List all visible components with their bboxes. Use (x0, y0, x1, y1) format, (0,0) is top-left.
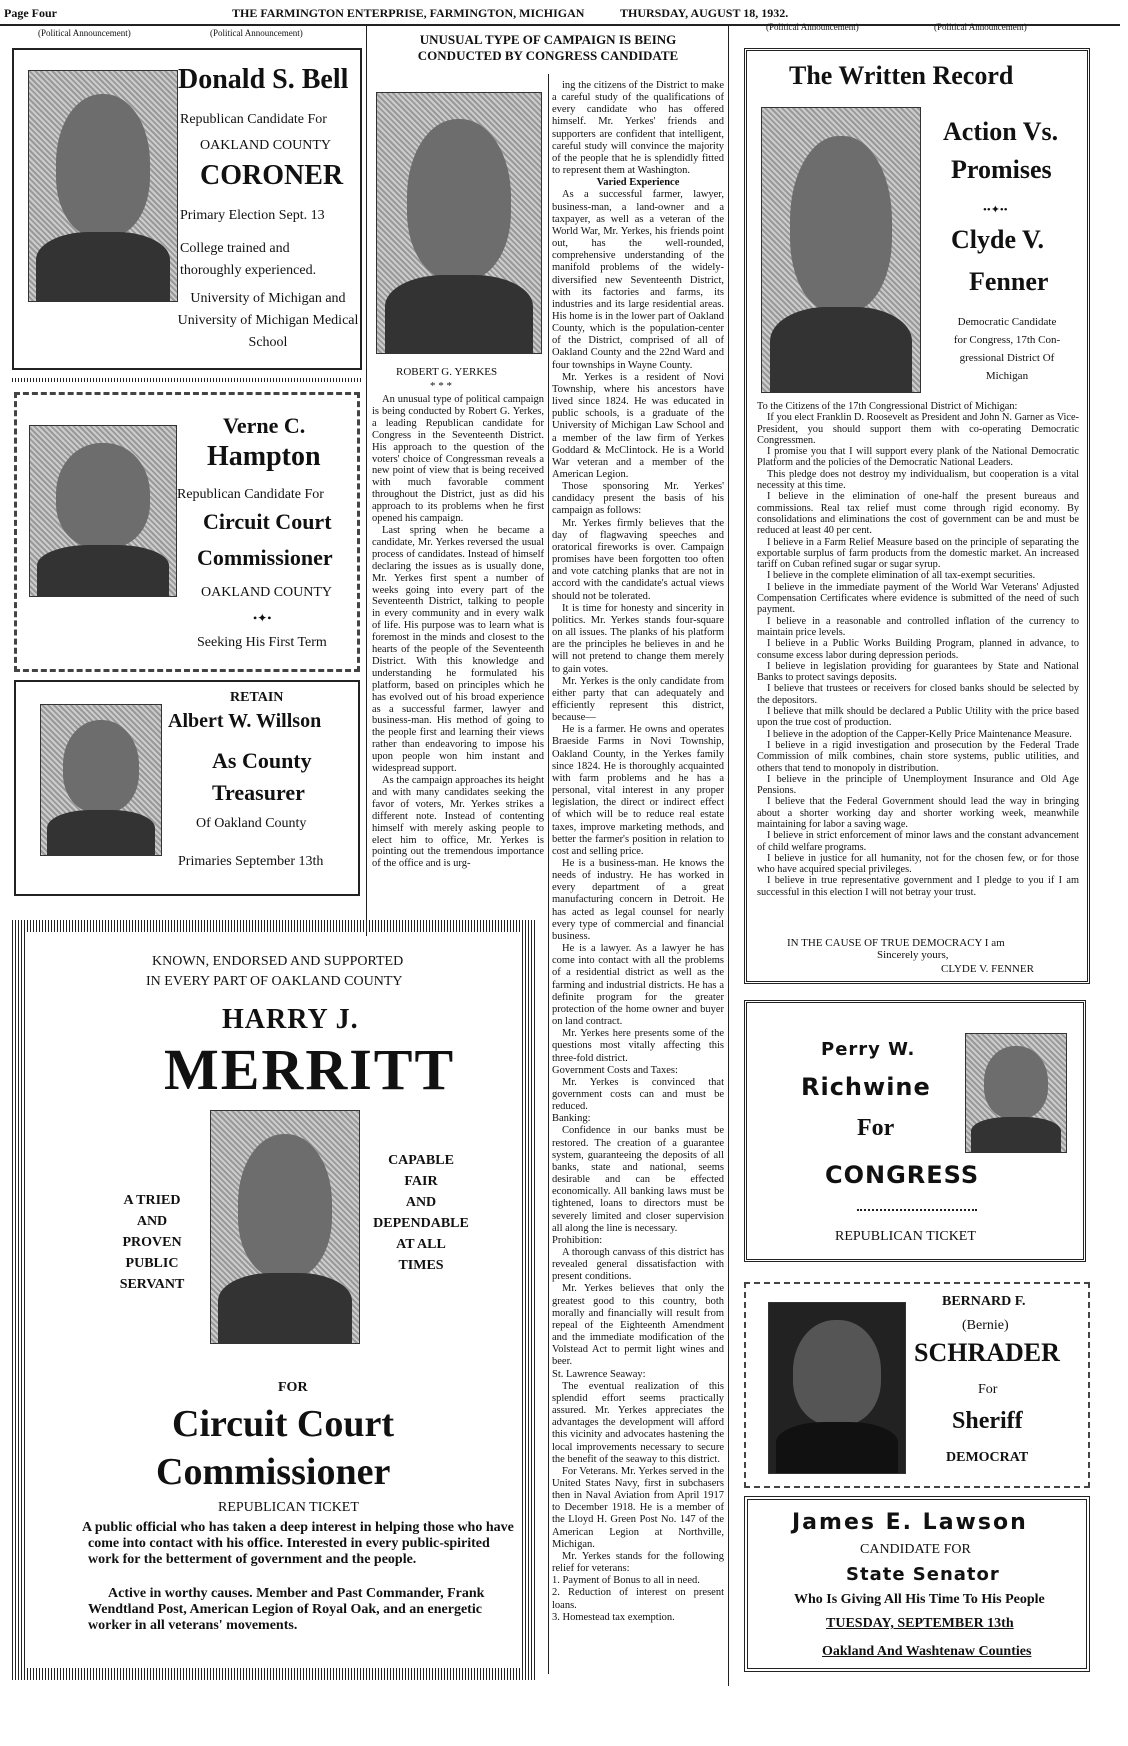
paragraph: I believe in justice for all humanity, not for the chosen few, or for those who have acquired special privileges. (757, 852, 1079, 876)
paragraph: Mr. Yerkes is convinced that government costs can and must be reduced. (552, 1076, 724, 1113)
schrader-party: DEMOCRAT (946, 1450, 1029, 1465)
slogan-line: AND (136, 1214, 168, 1229)
richwine-for: For (857, 1115, 895, 1141)
richwine-first: Perry W. (821, 1039, 916, 1060)
schrader-office: Sheriff (952, 1408, 1023, 1434)
willson-retain: RETAIN (230, 690, 284, 705)
border-strip (12, 378, 362, 382)
bell-office: CORONER (200, 160, 344, 191)
bell-ad (12, 48, 362, 370)
hampton-line1: Republican Candidate For (177, 487, 324, 502)
merritt-right-list (366, 1150, 476, 1276)
merritt-last: MERRITT (164, 1037, 456, 1102)
yerkes-headline (370, 32, 726, 64)
list-item: 2. Reduction of interest on present loans. (552, 1587, 724, 1611)
merritt-left-list (102, 1190, 202, 1295)
subhead: Prohibition: (552, 1234, 603, 1246)
paragraph: Last spring when he became a candidate, Mr. Yerkes reversed the usual process of candidates. Instead of himself declaring the issues as is usually done, Mr. Yerkes first spent a number of weeks going into every part of the Seventeenth District, talking to people in every community and in every walk of life. His purpose was to learn what is foremost in the minds and closest to the hearts of the people of the Seventeenth District. With this knowledge and understanding he formulated his platform, based on principles which he has evolved out of his broad experience as a successful farmer, lawyer and business-man. His method of going to the people first and learning their views rather than endeavoring to impose his upon people won him instant and widespread support. (372, 524, 544, 775)
subhead: Banking: (552, 1113, 591, 1125)
desc-line: for Congress, 17th Con- (953, 334, 1061, 346)
fenner-first: Clyde V. (951, 225, 1044, 254)
paragraph: I believe that milk should be declared a Public Utility with the price based upon the true cost of production. (757, 706, 1079, 729)
political-label: (Political Announcement) (38, 28, 131, 38)
lawson-counties: Oakland And Washtenaw Counties (822, 1644, 1032, 1659)
paragraph: Mr. Yerkes firmly believes that the day of flagwaving speeches and oratorical fireworks is over. Campaign promises have been forgotten too often and vote catching planks that are not in accord with the candidate's actual views should not be tolerated. (552, 517, 724, 602)
willson-photo (40, 704, 162, 856)
bell-primary: Primary Election Sept. 13 (180, 208, 325, 223)
willson-office1: As County (212, 748, 312, 773)
column-rule (548, 74, 549, 1674)
slogan-line: AT ALL (396, 1237, 446, 1252)
ornament: •✦• (253, 611, 272, 625)
merritt-p2: Active in worthy causes. Member and Past Commander, Frank Wendtland Post, American Legion of Royal Oak, and an energetic worker in all veterans' movements. (88, 1586, 485, 1633)
paragraph: An unusual type of political campaign is being conducted by Robert G. Yerkes, a leading Republican candidate for Congress in the Seventeenth District. His approach to the question of the voters' choice of Congressman reveals a new point of view that is being received with much favorable comment throughout the District, just as did his approach to its problems when he first opened his campaign. (372, 394, 544, 525)
paragraph: He is a business-man. He knows the needs of industry. He has worked in every department of a great manufacturing concern in Detroit. He has acted as legal counsel for nearly every type of commercial and financial business. (552, 858, 724, 942)
fenner-ad (744, 48, 1090, 984)
political-label: (Political Announcement) (934, 22, 1027, 32)
paragraph: I believe in the adoption of the Capper-Kelly Price Maintenance Measure. (767, 728, 1072, 740)
issue-date: THURSDAY, AUGUST 18, 1932. (620, 6, 789, 20)
list-item: 1. Payment of Bonus to all in need. (552, 1575, 700, 1587)
hampton-first: Verne C. (223, 413, 306, 438)
merritt-top1: KNOWN, ENDORSED AND SUPPORTED (152, 954, 404, 969)
paper-name: THE FARMINGTON ENTERPRISE, FARMINGTON, MICHIGAN (232, 6, 585, 20)
paragraph: For Veterans. Mr. Yerkes served in the United States Navy, first in subchasers then in Naval Aviation from April 1917 to December 1918. He is a member of the Lloyd H. Green Post No. 147 of the American Legion at Northville, Michigan. (552, 1465, 724, 1550)
merritt-ad (26, 932, 522, 1668)
lawson-date: TUESDAY, SEPTEMBER 13th (826, 1616, 1014, 1631)
desc-line: gressional District Of (959, 352, 1055, 364)
paragraph: I believe in legislation providing for guarantees by State and National Banks to protect savings deposits. (757, 660, 1079, 684)
slogan-line: PROVEN (122, 1235, 182, 1250)
paragraph: I believe that the Federal Government should lead the way in bringing about a shorter working day and shorter working week, meanwhile maintaining for labor a saving wage. (757, 796, 1079, 830)
fenner-h2: Promises (951, 155, 1052, 184)
paragraph: I believe in a Public Works Building Program, planned in advance, to consume excess labor during depression periods. (757, 638, 1079, 661)
willson-county: Of Oakland County (196, 816, 307, 831)
desc-line: Democratic Candidate (957, 316, 1057, 328)
fenner-desc (923, 313, 1091, 385)
richwine-divider (857, 1209, 977, 1211)
fenner-last: Fenner (969, 267, 1049, 296)
paragraph: To the Citizens of the 17th Congressional District of Michigan: (757, 401, 1018, 412)
paragraph: I believe in a Farm Relief Measure based on the principle of separating the exportable surplus of farm products from the domestic market. An increased tariff on Cuban refined sugar or sugar syrup. (757, 536, 1079, 571)
paragraph: I believe in the complete elimination of all tax-exempt securities. (767, 570, 1036, 582)
paragraph: It is time for honesty and sincerity in politics. Mr. Yerkes stands four-square on all issues. The planks of his platform are the principles he believes in and he will not pretend to change them merely to gain votes. (552, 602, 724, 675)
richwine-ticket: REPUBLICAN TICKET (835, 1229, 976, 1244)
merritt-for: FOR (278, 1380, 308, 1395)
column-rule (728, 26, 729, 1686)
slogan-line: CAPABLE (388, 1153, 454, 1168)
willson-ad (14, 680, 360, 896)
paragraph: If you elect Franklin D. Roosevelt as President and John N. Garner as Vice-President, you should support them with co-operating Democratic Congressmen. (757, 412, 1079, 446)
richwine-office: CONGRESS (825, 1161, 980, 1189)
paragraph: As a successful farmer, lawyer, business-man, a land-owner and a taxpayer, as well as a veteran of the World War, Mr. Yerkes, his friends point out, has the well-rounded, comprehensive understanding of the manifold problems of the widely-diversified new Seventeenth District, with its factories and farms, its industries and its large residential areas. His home is in the lower part of Oakland County, which is the population-center of the District, comprised of all of Oakland County and the 22nd Ward and four townships in Wayne County. (552, 189, 724, 371)
slogan-line: FAIR (404, 1174, 438, 1189)
paragraph: I believe in a rigid investigation and prosecution by the Federal Trade Commission of milk combines, chain store systems, public utilities, and others that tend to monopoly in distribution. (757, 739, 1079, 774)
paragraph: A thorough canvass of this district has revealed general dissatisfaction with present conditions. (552, 1247, 724, 1283)
hampton-photo (29, 425, 177, 597)
paragraph: I believe that trustees or receivers for closed banks should be selected by the depositors. (757, 683, 1079, 706)
paragraph: Mr. Yerkes is a resident of Novi Township, where his ancestors have lived since 1824. He was educated in public schools, is a graduate of the University of Michigan Law School and a member of the law firm of Yerkes Goddard & McClintock. He is a World War veteran and a member of the American Legion. (552, 371, 724, 480)
paragraph: ing the citizens of the District to make a careful study of the qualifications of every candidate who has offered himself. Mr. Yerkes' friends and supporters are confident that intelligent, careful study will convince the majority of the people that he is splendidly fitted to represent them at Washington. (552, 80, 724, 177)
lawson-name: James E. Lawson (792, 1510, 1028, 1535)
merritt-ticket: REPUBLICAN TICKET (218, 1500, 359, 1515)
headline-line2: CONDUCTED BY CONGRESS CANDIDATE (417, 48, 679, 63)
fenner-closing: IN THE CAUSE OF TRUE DEMOCRACY I am (787, 937, 1005, 949)
fenner-sincerely: Sincerely yours, (877, 949, 949, 961)
richwine-last: Richwine (801, 1073, 931, 1101)
fenner-h1: Action Vs. (943, 117, 1059, 146)
subhead: Varied Experience (596, 177, 680, 189)
political-label: (Political Announcement) (210, 28, 303, 38)
ornament: ••✦•• (983, 204, 1008, 216)
bell-photo (28, 70, 178, 302)
slogan-line: PUBLIC (125, 1256, 179, 1271)
border-strip (522, 920, 536, 1680)
willson-office2: Treasurer (212, 780, 305, 805)
paragraph: He is a lawyer. As a lawyer he has come into contact with all the problems of a residential district as well as the farming and industrial districts. He has a definite program for the greater protection of the home owner and buyer on land contract. (552, 943, 724, 1028)
paragraph: I believe in a reasonable and controlled inflation of the currency to maintain price levels. (757, 615, 1079, 638)
paragraph: Mr. Yerkes believes that only the greatest good to this country, both morally and financially will result from repeal of the Eighteenth Amendment and the immediate modification of the Volstead Act to permit light wines and beer. (552, 1283, 724, 1368)
hampton-last: Hampton (207, 441, 321, 472)
yerkes-col1 (372, 394, 544, 930)
fenner-photo (761, 107, 921, 393)
lawson-tag: Who Is Giving All His Time To His People (794, 1592, 1045, 1607)
slogan-line: TIMES (398, 1258, 444, 1273)
slogan-line: SERVANT (119, 1277, 185, 1292)
schrader-ad (744, 1282, 1090, 1488)
paragraph: I believe in strict enforcement of minor laws and the constant advancement of child welfare programs. (757, 830, 1079, 853)
bell-univ: University of Michigan and University of Michigan Medical School (177, 291, 359, 350)
willson-primary: Primaries September 13th (178, 854, 324, 869)
hampton-term: Seeking His First Term (197, 635, 327, 650)
fenner-title: The Written Record (789, 61, 1014, 90)
paragraph: I believe in true representative government and I pledge to you if I am successful in this election I will not betray your trust. (757, 875, 1079, 898)
schrader-photo (768, 1302, 906, 1474)
paragraph: The eventual realization of this splendid effort seems practically assured. Mr. Yerkes appreciates the advantages the development will afford this vicinity and advocates hastening the local improvements necessary to secure the benefit of the seaway to this district. (552, 1380, 724, 1465)
yerkes-caption: ROBERT G. YERKES (396, 366, 498, 378)
subhead: St. Lawrence Seaway: (552, 1368, 646, 1380)
paragraph: Mr. Yerkes is the only candidate from either party that can adequately and efficiently represent this district, because— (552, 675, 724, 724)
willson-name: Albert W. Willson (168, 710, 322, 732)
lawson-office: State Senator (846, 1564, 1000, 1585)
richwine-photo (965, 1033, 1067, 1153)
paragraph: Those sponsoring Mr. Yerkes' candidacy present the basis of his campaign as follows: (552, 481, 724, 517)
paragraph: Mr. Yerkes here presents some of the questions most vitally affecting this three-fold district. (552, 1028, 724, 1064)
merritt-office1: Circuit Court (172, 1403, 394, 1445)
yerkes-stars: * * * (430, 380, 452, 392)
merritt-top2: IN EVERY PART OF OAKLAND COUNTY (146, 974, 403, 989)
lawson-ad (744, 1496, 1090, 1672)
yerkes-photo (376, 92, 542, 354)
slogan-line: DEPENDABLE (373, 1216, 469, 1231)
bell-county: OAKLAND COUNTY (200, 138, 332, 153)
paragraph: I promise you that I will support every plank of the National Democratic Platform and the policies of the Democratic National Leaders. (757, 446, 1079, 469)
schrader-for: For (978, 1382, 998, 1397)
desc-line: Michigan (985, 370, 1029, 382)
merritt-office2: Commissioner (156, 1451, 391, 1493)
schrader-first: BERNARD F. (942, 1294, 1026, 1309)
fenner-signature: CLYDE V. FENNER (941, 963, 1034, 975)
paragraph: I believe in the principle of Unemployment Insurance and Old Age Pensions. (757, 773, 1079, 797)
paragraph: This pledge does not destroy my individualism, but cooperation is a vital necessity at this time. (757, 468, 1079, 492)
schrader-nick: (Bernie) (962, 1318, 1009, 1333)
richwine-ad (744, 1000, 1086, 1262)
merritt-photo (210, 1110, 360, 1344)
merritt-p1: A public official who has taken a deep interest in helping those who have come into contact with his office. Interested in every public-spirited work for the betterment of government and the people. (82, 1520, 514, 1567)
border-strip (12, 1668, 536, 1680)
slogan-line: A TRIED (123, 1193, 181, 1208)
border-strip (12, 920, 536, 932)
page-number: Page Four (4, 6, 57, 20)
paragraph: I believe in the immediate payment of the World War Veterans' Adjusted Compensation Certificates where evidence is submitted of the need of such payment. (757, 581, 1079, 616)
fenner-text (757, 401, 1079, 921)
lawson-line1: CANDIDATE FOR (860, 1542, 971, 1557)
list-item: 3. Homestead tax exemption. (552, 1611, 675, 1623)
paragraph: I believe in the elimination of one-half the present bureaus and commissions. Real tax relief must come through rigid economy. By consolidations and eliminations the cost of government can be and must be reduced at least 40 per cent. (757, 491, 1079, 537)
bell-line1: Republican Candidate For (180, 112, 327, 127)
paragraph: He is a farmer. He owns and operates Braeside Farms in Novi Township, Oakland County, in the Yerkes family since 1824. He is thoroughly acquainted with farm problems and he has a personal, vital interest in any proper legislation, the direct or indirect effect of which will be to reduce real estate taxes, improve marketing methods, and better the farmer's position in relation to cost and selling price. (552, 724, 724, 857)
paragraph: Mr. Yerkes stands for the following relief for veterans: (552, 1550, 724, 1575)
hampton-office1: Circuit Court (203, 509, 332, 534)
yerkes-col2 (552, 80, 724, 1686)
bell-name: Donald S. Bell (178, 64, 349, 95)
border-strip (12, 920, 26, 1680)
column-rule (366, 26, 367, 936)
hampton-ad (14, 392, 360, 672)
paragraph: As the campaign approaches its height and with many candidates seeking the favor of voters, Mr. Yerkes strikes a different note. Instead of contenting himself with merely asking people to elect him to office, Mr. Yerkes is pointing out the tremendous importance of the office and is urg- (372, 775, 544, 870)
merritt-first: HARRY J. (222, 1004, 359, 1035)
bell-college: College trained and thoroughly experienced. (180, 241, 317, 278)
hampton-office2: Commissioner (197, 545, 333, 570)
political-label: (Political Announcement) (766, 22, 859, 32)
hampton-county: OAKLAND COUNTY (201, 585, 333, 600)
paragraph: Confidence in our banks must be restored. The creation of a guarantee system, guaranteeing the deposits of all banks, state and national, seems desirable and can be effected economically. All banking laws must be tightened, loans to directors must be severely limited and closer supervision all along the line is necessary. (552, 1125, 724, 1234)
slogan-line: AND (405, 1195, 437, 1210)
headline-line1: UNUSUAL TYPE OF CAMPAIGN IS BEING (419, 32, 677, 47)
subhead: Government Costs and Taxes: (552, 1064, 678, 1076)
schrader-last: SCHRADER (914, 1338, 1060, 1367)
